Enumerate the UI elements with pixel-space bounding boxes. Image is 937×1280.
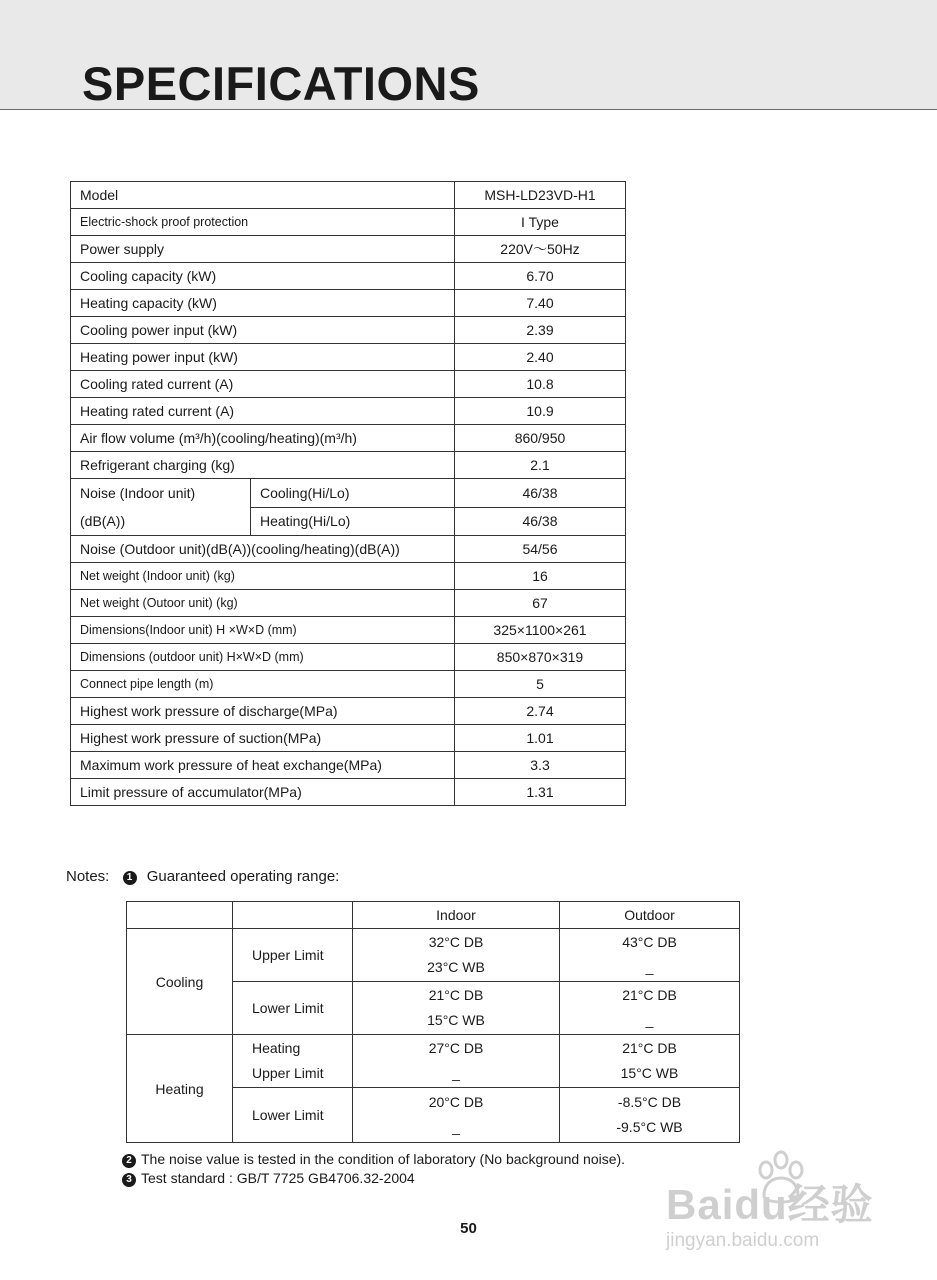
- spec-label: Maximum work pressure of heat exchange(MPa): [71, 752, 455, 779]
- spec-label: Connect pipe length (m): [71, 671, 455, 698]
- notes-label: Notes:: [66, 868, 110, 885]
- spec-value: 1.01: [455, 725, 626, 752]
- operating-range-table: [126, 901, 740, 1143]
- heating-upper-outdoor-db: 21°C DB: [622, 1040, 677, 1056]
- table-row: [71, 398, 626, 425]
- spec-value: 2.74: [455, 698, 626, 725]
- spec-value: 3.3: [455, 752, 626, 779]
- spec-label: Heating power input (kW): [71, 344, 455, 371]
- heating-upper-indoor-wb: _: [452, 1065, 460, 1081]
- cooling-lower-indoor-wb: 15°C WB: [427, 1012, 485, 1028]
- noise-indoor-label-line1: Noise (Indoor unit): [80, 485, 196, 501]
- cooling-lower-outdoor-wb: _: [645, 1012, 654, 1028]
- footnote-2: [122, 1151, 625, 1168]
- table-row: [127, 1035, 740, 1088]
- page-title: SPECIFICATIONS: [82, 57, 480, 110]
- table-row: [71, 536, 626, 563]
- heating-lower-indoor-db: 20°C DB: [428, 1094, 484, 1110]
- table-row: [71, 617, 626, 644]
- table-row: [71, 371, 626, 398]
- spec-label: Limit pressure of accumulator(MPa): [71, 779, 455, 806]
- table-row: [71, 317, 626, 344]
- spec-value: 16: [455, 563, 626, 590]
- cooling-upper-indoor: [353, 929, 560, 982]
- spec-value: 860/950: [455, 425, 626, 452]
- table-row: [71, 671, 626, 698]
- spec-label: Cooling power input (kW): [71, 317, 455, 344]
- spec-value: I Type: [455, 209, 626, 236]
- noise-indoor-label-line2: (dB(A)): [80, 513, 126, 529]
- specifications-table: [70, 181, 626, 806]
- cooling-lower-indoor-db: 21°C DB: [428, 987, 484, 1003]
- noise-cooling-value: 46/38: [455, 479, 626, 508]
- note3-text: Test standard : GB/T 7725 GB4706.32-2004: [141, 1170, 415, 1186]
- note2-text: The noise value is tested in the condition of laboratory (No background noise).: [141, 1151, 626, 1167]
- spec-label: Power supply: [71, 236, 455, 263]
- table-row: [71, 590, 626, 617]
- cooling-upper-outdoor-db: 43°C DB: [622, 934, 677, 950]
- table-row: [71, 263, 626, 290]
- cooling-lower-outdoor-db: 21°C DB: [622, 987, 677, 1003]
- spec-label: Noise (Outdoor unit)(dB(A))(cooling/heating)(dB(A)): [71, 536, 455, 563]
- cooling-upper-outdoor-wb: _: [645, 959, 654, 975]
- heating-upper-outdoor-wb: 15°C WB: [620, 1065, 679, 1081]
- note-number-3-icon: 3: [122, 1173, 136, 1187]
- table-row: [71, 752, 626, 779]
- table-row: [71, 452, 626, 479]
- heating-upper-limit-line1: Heating: [252, 1040, 301, 1056]
- spec-label: Dimensions(Indoor unit) H ×W×D (mm): [71, 617, 455, 644]
- spec-value: 850×870×319: [455, 644, 626, 671]
- spec-value: 6.70: [455, 263, 626, 290]
- table-row: [71, 425, 626, 452]
- notes-heading: [66, 868, 339, 885]
- cooling-lower-limit-label: Lower Limit: [233, 982, 353, 1035]
- page-number: 50: [460, 1220, 477, 1237]
- heating-upper-limit-line2: Upper Limit: [252, 1065, 324, 1081]
- spec-value: MSH-LD23VD-H1: [455, 182, 626, 209]
- heating-upper-limit-label: [233, 1035, 353, 1088]
- spec-label: Model: [71, 182, 455, 209]
- spec-value: 10.9: [455, 398, 626, 425]
- table-row: [71, 182, 626, 209]
- spec-label: Net weight (Indoor unit) (kg): [71, 563, 455, 590]
- heating-lower-limit-label: Lower Limit: [233, 1088, 353, 1143]
- spec-label: Heating capacity (kW): [71, 290, 455, 317]
- spec-value: 325×1100×261: [455, 617, 626, 644]
- spec-label: Heating rated current (A): [71, 398, 455, 425]
- cooling-lower-outdoor: [560, 982, 740, 1035]
- heating-upper-indoor: [353, 1035, 560, 1088]
- cooling-upper-outdoor: [560, 929, 740, 982]
- cooling-lower-indoor: [353, 982, 560, 1035]
- outdoor-header: Outdoor: [560, 902, 740, 929]
- noise-heating-value: 46/38: [455, 507, 626, 536]
- spec-value: 2.40: [455, 344, 626, 371]
- table-row: [71, 236, 626, 263]
- spec-value: 5: [455, 671, 626, 698]
- noise-cooling-label: Cooling(Hi/Lo): [251, 479, 455, 508]
- heating-lower-outdoor-db: -8.5°C DB: [617, 1094, 682, 1110]
- spec-value: 220V～50Hz: [455, 236, 626, 263]
- empty-header-cell: [127, 902, 233, 929]
- spec-value: 7.40: [455, 290, 626, 317]
- table-row: [71, 479, 626, 508]
- note1-text: Guaranteed operating range:: [146, 868, 340, 885]
- table-row: [71, 209, 626, 236]
- note-number-1-icon: 1: [123, 871, 137, 885]
- spec-value: 67: [455, 590, 626, 617]
- spec-label: Highest work pressure of suction(MPa): [71, 725, 455, 752]
- spec-label: Air flow volume (m³/h)(cooling/heating)(m³/h): [71, 425, 455, 452]
- spec-label: Refrigerant charging (kg): [71, 452, 455, 479]
- footnote-3: [122, 1170, 415, 1187]
- heating-label: Heating: [127, 1035, 233, 1143]
- cooling-upper-limit-label: Upper Limit: [233, 929, 353, 982]
- noise-heating-label: Heating(Hi/Lo): [251, 507, 455, 536]
- table-row: [127, 902, 740, 929]
- indoor-header: Indoor: [353, 902, 560, 929]
- table-row: [71, 563, 626, 590]
- watermark-logo: Baidu经验: [666, 1181, 874, 1228]
- heating-lower-outdoor: [560, 1088, 740, 1143]
- heating-upper-outdoor: [560, 1035, 740, 1088]
- table-row: [71, 698, 626, 725]
- spec-label: Net weight (Outoor unit) (kg): [71, 590, 455, 617]
- spec-label: Cooling capacity (kW): [71, 263, 455, 290]
- table-row: [71, 344, 626, 371]
- spec-label: Highest work pressure of discharge(MPa): [71, 698, 455, 725]
- cooling-upper-indoor-wb: 23°C WB: [427, 959, 485, 975]
- spec-label: Dimensions (outdoor unit) H×W×D (mm): [71, 644, 455, 671]
- note-number-2-icon: 2: [122, 1154, 136, 1168]
- empty-header-cell: [233, 902, 353, 929]
- table-row: [71, 290, 626, 317]
- watermark-url: jingyan.baidu.com: [666, 1230, 820, 1251]
- table-row: [71, 644, 626, 671]
- spec-value: 10.8: [455, 371, 626, 398]
- heating-lower-outdoor-wb: -9.5°C WB: [616, 1119, 683, 1135]
- spec-label: Electric-shock proof protection: [71, 209, 455, 236]
- spec-value: 2.1: [455, 452, 626, 479]
- table-row: [71, 779, 626, 806]
- heating-lower-indoor: [353, 1088, 560, 1143]
- table-row: [127, 929, 740, 982]
- heating-upper-indoor-db: 27°C DB: [428, 1040, 484, 1056]
- heating-lower-indoor-wb: _: [452, 1119, 460, 1135]
- spec-value: 1.31: [455, 779, 626, 806]
- spec-value: 54/56: [455, 536, 626, 563]
- noise-indoor-label: [71, 479, 251, 536]
- cooling-label: Cooling: [127, 929, 233, 1035]
- spec-value: 2.39: [455, 317, 626, 344]
- table-row: [71, 725, 626, 752]
- baidu-watermark: [660, 1150, 900, 1260]
- spec-label: Cooling rated current (A): [71, 371, 455, 398]
- cooling-upper-indoor-db: 32°C DB: [428, 934, 484, 950]
